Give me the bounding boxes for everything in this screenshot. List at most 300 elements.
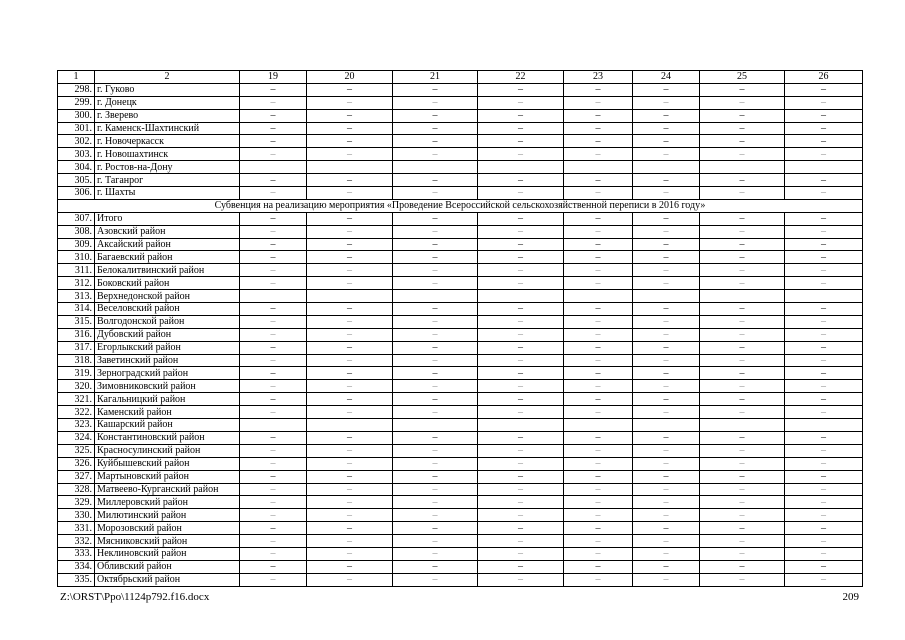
value-cell: – — [240, 522, 307, 535]
table-header-row — [58, 71, 863, 84]
value-cell: – — [633, 483, 700, 496]
value-cell: – — [393, 187, 478, 200]
value-cell: – — [633, 187, 700, 200]
row-number: 302. — [58, 135, 95, 148]
row-number: 317. — [58, 341, 95, 354]
value-cell: – — [564, 444, 633, 457]
row-number: 303. — [58, 148, 95, 161]
value-cell: – — [393, 238, 478, 251]
municipality-name: г. Новошахтинск — [95, 148, 240, 161]
value-cell: – — [307, 148, 393, 161]
value-cell: – — [478, 560, 564, 573]
value-cell: – — [700, 470, 785, 483]
value-cell: – — [307, 238, 393, 251]
value-cell — [700, 419, 785, 432]
row-number: 311. — [58, 264, 95, 277]
value-cell: – — [393, 174, 478, 187]
row-number: 300. — [58, 109, 95, 122]
value-cell: – — [700, 573, 785, 586]
section-title: Субвенция на реализацию мероприятия «Проведение Всероссийской сельскохозяйственной переписи в 2016 году» — [58, 199, 863, 212]
value-cell — [240, 290, 307, 303]
value-cell: – — [307, 225, 393, 238]
value-cell: – — [564, 328, 633, 341]
value-cell: – — [564, 187, 633, 200]
header-cell: 24 — [633, 71, 700, 84]
value-cell: – — [785, 393, 863, 406]
municipality-name: Аксайский район — [95, 238, 240, 251]
section-header-row — [58, 199, 863, 212]
value-cell: – — [478, 328, 564, 341]
row-number: 299. — [58, 96, 95, 109]
value-cell: – — [393, 457, 478, 470]
value-cell: – — [564, 380, 633, 393]
table-row — [58, 328, 863, 341]
value-cell: – — [633, 496, 700, 509]
municipality-name: Неклиновский район — [95, 547, 240, 560]
value-cell: – — [785, 96, 863, 109]
value-cell: – — [785, 148, 863, 161]
value-cell: – — [564, 225, 633, 238]
municipality-name: Мартыновский район — [95, 470, 240, 483]
value-cell: – — [393, 328, 478, 341]
table-row — [58, 251, 863, 264]
value-cell: – — [700, 96, 785, 109]
value-cell: – — [633, 547, 700, 560]
value-cell: – — [478, 354, 564, 367]
row-number: 316. — [58, 328, 95, 341]
municipality-name: Боковский район — [95, 277, 240, 290]
table-row — [58, 290, 863, 303]
value-cell: – — [785, 109, 863, 122]
value-cell: – — [240, 135, 307, 148]
municipality-name: Зимовниковский район — [95, 380, 240, 393]
value-cell: – — [700, 122, 785, 135]
value-cell: – — [240, 187, 307, 200]
value-cell: – — [785, 328, 863, 341]
municipality-name: Кашарский район — [95, 419, 240, 432]
row-number: 310. — [58, 251, 95, 264]
value-cell: – — [785, 444, 863, 457]
value-cell: – — [700, 212, 785, 225]
value-cell — [307, 419, 393, 432]
value-cell: – — [478, 444, 564, 457]
value-cell: – — [478, 212, 564, 225]
table-row — [58, 225, 863, 238]
value-cell: – — [564, 406, 633, 419]
value-cell: – — [478, 174, 564, 187]
value-cell: – — [240, 96, 307, 109]
row-number: 329. — [58, 496, 95, 509]
value-cell: – — [633, 148, 700, 161]
table-row — [58, 406, 863, 419]
row-number: 308. — [58, 225, 95, 238]
value-cell: – — [700, 328, 785, 341]
table-row — [58, 264, 863, 277]
municipality-name: Егорлыкский район — [95, 341, 240, 354]
value-cell: – — [785, 212, 863, 225]
value-cell: – — [240, 174, 307, 187]
value-cell: – — [393, 225, 478, 238]
value-cell: – — [393, 341, 478, 354]
value-cell: – — [785, 431, 863, 444]
row-number: 323. — [58, 419, 95, 432]
value-cell: – — [478, 431, 564, 444]
table-row — [58, 341, 863, 354]
row-number: 315. — [58, 315, 95, 328]
value-cell: – — [478, 251, 564, 264]
value-cell: – — [307, 174, 393, 187]
value-cell: – — [564, 83, 633, 96]
table-row — [58, 109, 863, 122]
value-cell: – — [393, 109, 478, 122]
table-row — [58, 444, 863, 457]
value-cell: – — [478, 303, 564, 316]
value-cell: – — [240, 393, 307, 406]
value-cell: – — [785, 535, 863, 548]
value-cell: – — [564, 509, 633, 522]
value-cell: – — [478, 187, 564, 200]
municipality-name: Октябрьский район — [95, 573, 240, 586]
value-cell: – — [307, 406, 393, 419]
value-cell — [564, 419, 633, 432]
row-number: 312. — [58, 277, 95, 290]
value-cell: – — [700, 83, 785, 96]
value-cell: – — [307, 496, 393, 509]
row-number: 324. — [58, 431, 95, 444]
value-cell: – — [240, 303, 307, 316]
value-cell: – — [393, 354, 478, 367]
value-cell: – — [700, 264, 785, 277]
value-cell: – — [393, 367, 478, 380]
value-cell — [478, 419, 564, 432]
value-cell: – — [564, 573, 633, 586]
table-row — [58, 509, 863, 522]
value-cell: – — [633, 315, 700, 328]
municipality-name: г. Шахты — [95, 187, 240, 200]
value-cell: – — [633, 174, 700, 187]
value-cell: – — [700, 380, 785, 393]
table-row — [58, 277, 863, 290]
row-number: 314. — [58, 303, 95, 316]
row-number: 306. — [58, 187, 95, 200]
value-cell: – — [700, 522, 785, 535]
value-cell: – — [478, 547, 564, 560]
value-cell: – — [564, 315, 633, 328]
value-cell: – — [633, 277, 700, 290]
value-cell: – — [307, 367, 393, 380]
value-cell: – — [307, 96, 393, 109]
value-cell: – — [633, 251, 700, 264]
value-cell: – — [785, 264, 863, 277]
value-cell: – — [700, 367, 785, 380]
value-cell: – — [240, 431, 307, 444]
value-cell: – — [700, 341, 785, 354]
value-cell: – — [633, 264, 700, 277]
value-cell: – — [633, 354, 700, 367]
value-cell: – — [240, 225, 307, 238]
value-cell: – — [564, 522, 633, 535]
value-cell: – — [785, 83, 863, 96]
municipality-name: Мясниковский район — [95, 535, 240, 548]
row-number: 313. — [58, 290, 95, 303]
value-cell: – — [393, 135, 478, 148]
value-cell: – — [240, 444, 307, 457]
header-cell: 25 — [700, 71, 785, 84]
value-cell: – — [393, 573, 478, 586]
value-cell: – — [307, 483, 393, 496]
row-number: 301. — [58, 122, 95, 135]
value-cell: – — [785, 122, 863, 135]
municipality-name: г. Новочеркасск — [95, 135, 240, 148]
value-cell: – — [564, 431, 633, 444]
value-cell: – — [633, 122, 700, 135]
value-cell — [478, 290, 564, 303]
value-cell: – — [240, 83, 307, 96]
municipality-name: Азовский район — [95, 225, 240, 238]
municipality-name: Каменский район — [95, 406, 240, 419]
value-cell: – — [633, 328, 700, 341]
value-cell: – — [564, 109, 633, 122]
value-cell: – — [478, 96, 564, 109]
value-cell: – — [785, 367, 863, 380]
value-cell: – — [240, 264, 307, 277]
value-cell: – — [478, 341, 564, 354]
municipality-name: г. Зверево — [95, 109, 240, 122]
value-cell: – — [633, 573, 700, 586]
value-cell: – — [240, 367, 307, 380]
value-cell: – — [785, 470, 863, 483]
value-cell: – — [633, 560, 700, 573]
table-row — [58, 148, 863, 161]
value-cell — [307, 161, 393, 174]
value-cell: – — [478, 380, 564, 393]
value-cell: – — [700, 560, 785, 573]
value-cell: – — [633, 522, 700, 535]
value-cell: – — [478, 122, 564, 135]
value-cell: – — [240, 547, 307, 560]
value-cell: – — [307, 122, 393, 135]
value-cell — [393, 290, 478, 303]
municipality-name: г. Ростов-на-Дону — [95, 161, 240, 174]
value-cell: – — [307, 444, 393, 457]
row-number: 309. — [58, 238, 95, 251]
value-cell: – — [478, 315, 564, 328]
municipality-name: г. Гуково — [95, 83, 240, 96]
value-cell: – — [307, 535, 393, 548]
municipality-name: Белокалитвинский район — [95, 264, 240, 277]
value-cell: – — [700, 547, 785, 560]
row-number: 304. — [58, 161, 95, 174]
value-cell: – — [633, 212, 700, 225]
table-row — [58, 161, 863, 174]
value-cell: – — [240, 354, 307, 367]
value-cell: – — [700, 406, 785, 419]
value-cell: – — [700, 225, 785, 238]
table-row — [58, 457, 863, 470]
value-cell: – — [478, 109, 564, 122]
value-cell: – — [393, 406, 478, 419]
table-body — [58, 71, 863, 587]
table-row — [58, 83, 863, 96]
value-cell: – — [700, 496, 785, 509]
value-cell: – — [240, 341, 307, 354]
value-cell: – — [564, 560, 633, 573]
value-cell: – — [307, 573, 393, 586]
row-number: 321. — [58, 393, 95, 406]
value-cell: – — [393, 560, 478, 573]
value-cell: – — [478, 457, 564, 470]
value-cell: – — [478, 225, 564, 238]
value-cell: – — [307, 303, 393, 316]
row-number: 320. — [58, 380, 95, 393]
value-cell: – — [785, 483, 863, 496]
value-cell: – — [785, 457, 863, 470]
value-cell: – — [700, 457, 785, 470]
value-cell: – — [478, 367, 564, 380]
value-cell: – — [307, 431, 393, 444]
table-row — [58, 96, 863, 109]
row-number: 326. — [58, 457, 95, 470]
value-cell — [633, 290, 700, 303]
value-cell: – — [240, 251, 307, 264]
value-cell: – — [564, 535, 633, 548]
table-row — [58, 496, 863, 509]
value-cell: – — [393, 277, 478, 290]
municipality-name: Обливский район — [95, 560, 240, 573]
value-cell: – — [700, 303, 785, 316]
table-row — [58, 419, 863, 432]
table-row — [58, 573, 863, 586]
value-cell — [307, 290, 393, 303]
value-cell: – — [393, 483, 478, 496]
value-cell: – — [393, 303, 478, 316]
value-cell: – — [785, 547, 863, 560]
value-cell: – — [633, 83, 700, 96]
table-row — [58, 187, 863, 200]
value-cell: – — [478, 135, 564, 148]
municipality-name: Верхнедонской район — [95, 290, 240, 303]
row-number: 307. — [58, 212, 95, 225]
value-cell: – — [307, 109, 393, 122]
value-cell: – — [393, 522, 478, 535]
value-cell: – — [785, 225, 863, 238]
value-cell: – — [700, 174, 785, 187]
value-cell: – — [564, 135, 633, 148]
value-cell — [700, 161, 785, 174]
municipality-name: Волгодонской район — [95, 315, 240, 328]
value-cell: – — [240, 483, 307, 496]
value-cell: – — [393, 251, 478, 264]
table-row — [58, 393, 863, 406]
value-cell: – — [785, 354, 863, 367]
value-cell: – — [633, 535, 700, 548]
value-cell: – — [393, 212, 478, 225]
value-cell: – — [393, 431, 478, 444]
value-cell: – — [478, 483, 564, 496]
value-cell: – — [307, 380, 393, 393]
value-cell: – — [307, 277, 393, 290]
value-cell: – — [240, 496, 307, 509]
municipality-name: Миллеровский район — [95, 496, 240, 509]
value-cell: – — [240, 470, 307, 483]
value-cell — [564, 161, 633, 174]
value-cell: – — [307, 341, 393, 354]
value-cell: – — [700, 483, 785, 496]
table-row — [58, 303, 863, 316]
table-row — [58, 212, 863, 225]
value-cell: – — [393, 470, 478, 483]
value-cell: – — [700, 315, 785, 328]
value-cell — [785, 161, 863, 174]
value-cell: – — [633, 470, 700, 483]
value-cell: – — [393, 509, 478, 522]
value-cell: – — [393, 547, 478, 560]
value-cell: – — [307, 354, 393, 367]
row-number: 298. — [58, 83, 95, 96]
value-cell: – — [785, 251, 863, 264]
value-cell: – — [564, 238, 633, 251]
header-cell: 19 — [240, 71, 307, 84]
header-cell: 21 — [393, 71, 478, 84]
value-cell: – — [307, 560, 393, 573]
table-row — [58, 560, 863, 573]
header-cell: 2 — [95, 71, 240, 84]
value-cell: – — [240, 238, 307, 251]
value-cell: – — [240, 573, 307, 586]
municipality-name: г. Донецк — [95, 96, 240, 109]
value-cell: – — [240, 148, 307, 161]
value-cell: – — [700, 444, 785, 457]
value-cell: – — [307, 187, 393, 200]
value-cell: – — [478, 496, 564, 509]
value-cell: – — [564, 122, 633, 135]
value-cell: – — [564, 174, 633, 187]
value-cell — [240, 161, 307, 174]
municipality-name: Куйбышевский район — [95, 457, 240, 470]
value-cell: – — [785, 380, 863, 393]
value-cell: – — [393, 148, 478, 161]
value-cell: – — [307, 251, 393, 264]
value-cell: – — [700, 187, 785, 200]
table-row — [58, 547, 863, 560]
value-cell: – — [240, 328, 307, 341]
table-row — [58, 315, 863, 328]
value-cell: – — [700, 251, 785, 264]
value-cell: – — [700, 148, 785, 161]
table-row — [58, 522, 863, 535]
value-cell: – — [700, 354, 785, 367]
value-cell: – — [564, 354, 633, 367]
value-cell — [785, 290, 863, 303]
value-cell: – — [393, 496, 478, 509]
value-cell — [564, 290, 633, 303]
value-cell: – — [478, 238, 564, 251]
value-cell: – — [307, 315, 393, 328]
value-cell — [633, 419, 700, 432]
header-cell: 1 — [58, 71, 95, 84]
value-cell: – — [633, 367, 700, 380]
value-cell: – — [564, 96, 633, 109]
value-cell: – — [785, 496, 863, 509]
header-cell: 26 — [785, 71, 863, 84]
value-cell: – — [564, 264, 633, 277]
value-cell: – — [700, 509, 785, 522]
value-cell: – — [785, 174, 863, 187]
table-row — [58, 470, 863, 483]
value-cell: – — [564, 393, 633, 406]
value-cell: – — [633, 341, 700, 354]
row-number: 327. — [58, 470, 95, 483]
